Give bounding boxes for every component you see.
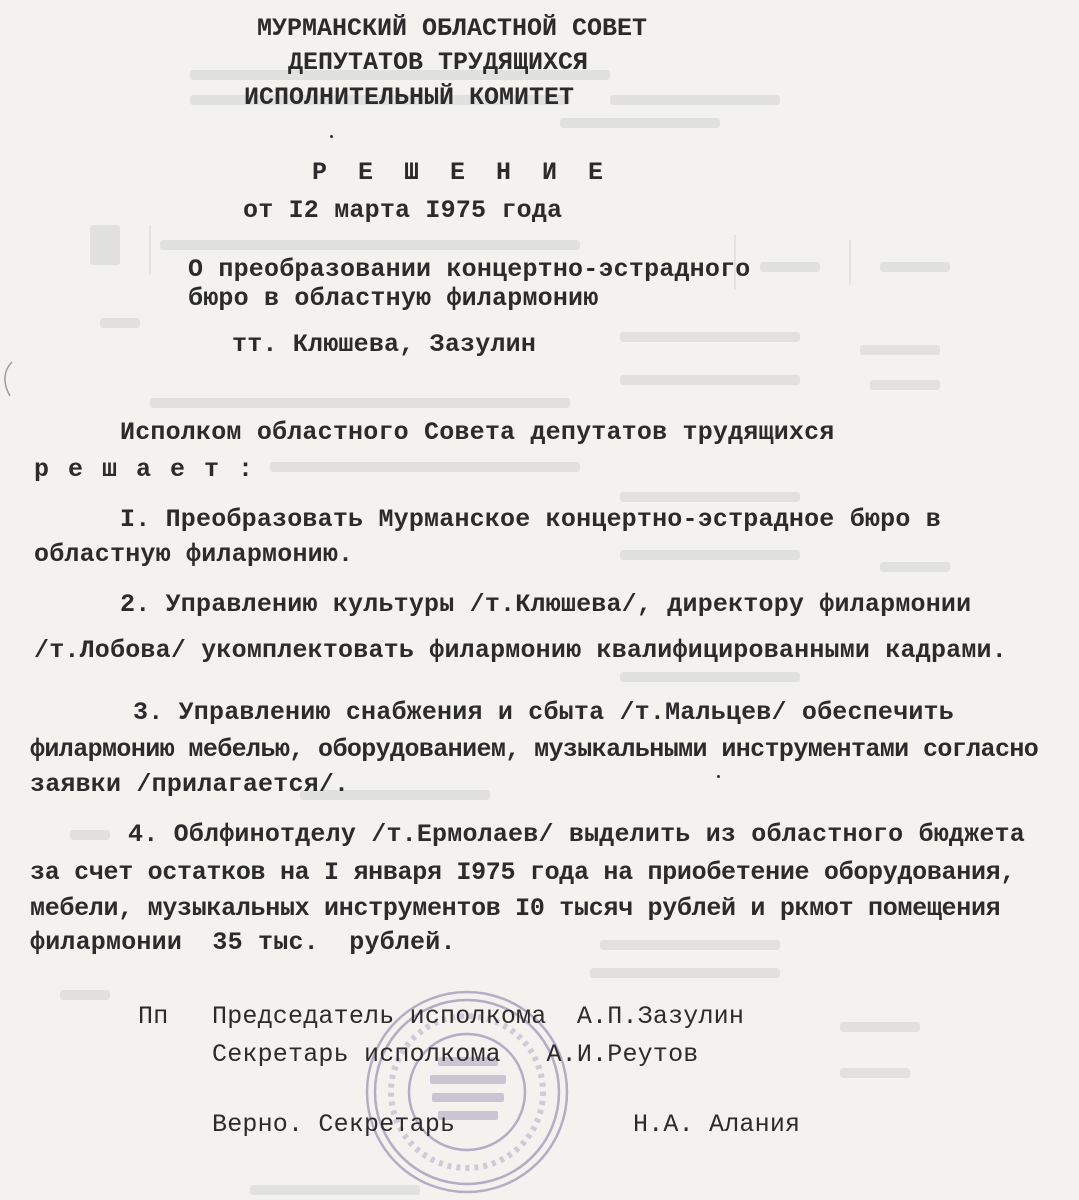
item-2-line-1: 2. Управлению культуры /т.Клюшева/, директору филармонии: [120, 590, 972, 619]
body-resolves: р е ш а е т :: [34, 455, 256, 484]
signature-chairman: Председатель исполкома А.П.Зазулин: [212, 1002, 745, 1031]
header-line-3: ИСПОЛНИТЕЛЬНЫЙ КОМИТЕТ: [244, 83, 575, 112]
signature-secretary: Секретарь исполкома А.И.Реутов: [212, 1040, 699, 1069]
item-3-line-3: заявки /прилагается/.: [30, 770, 350, 799]
certified-name: Н.А. Алания: [633, 1110, 801, 1139]
certified-label: Верно. Секретарь: [212, 1110, 456, 1139]
decision-date: от I2 марта I975 года: [243, 196, 563, 225]
item-3-line-1: 3. Управлению снабжения и сбыта /т.Мальцев/ обеспечить: [133, 698, 954, 727]
item-4-line-3: мебели, музыкальных инструментов I0 тысяч рублей и ркмот помещения: [30, 894, 1001, 923]
signature-pp: Пп: [138, 1002, 169, 1031]
subject-line-2: бюро в областную филармонию: [188, 284, 599, 313]
body-intro: Исполком областного Совета депутатов трудящихся: [120, 418, 835, 447]
decision-title: Р Е Ш Е Н И Е: [312, 158, 612, 187]
header-line-2: ДЕПУТАТОВ ТРУДЯЩИХСЯ: [288, 48, 589, 77]
subject-responsible: тт. Клюшева, Зазулин: [232, 330, 537, 359]
item-1-line-2: областную филармонию.: [34, 540, 354, 569]
margin-mark: [0, 360, 14, 400]
item-4-line-4: филармонии 35 тыс. рублей.: [30, 928, 456, 957]
item-1-line-1: I. Преобразовать Мурманское концертно-эстрадное бюро в: [120, 505, 941, 534]
item-4-line-1: 4. Облфинотделу /т.Ермолаев/ выделить из областного бюджета: [128, 820, 1025, 849]
header-line-1: МУРМАНСКИЙ ОБЛАСТНОЙ СОВЕТ: [257, 14, 648, 43]
ink-dot-2: [717, 775, 720, 778]
item-3-line-2: филармонию мебелью, оборудованием, музыкальными инструментами согласно: [30, 735, 1039, 764]
subject-line-1: О преобразовании концертно-эстрадного: [188, 255, 751, 284]
item-2-line-2: /т.Лобова/ укомплектовать филармонию квалифицированными кадрами.: [34, 636, 1007, 665]
item-4-line-2: за счет остатков на I января I975 года на приобетение оборудования,: [30, 858, 1016, 887]
ink-dot: [330, 135, 333, 138]
